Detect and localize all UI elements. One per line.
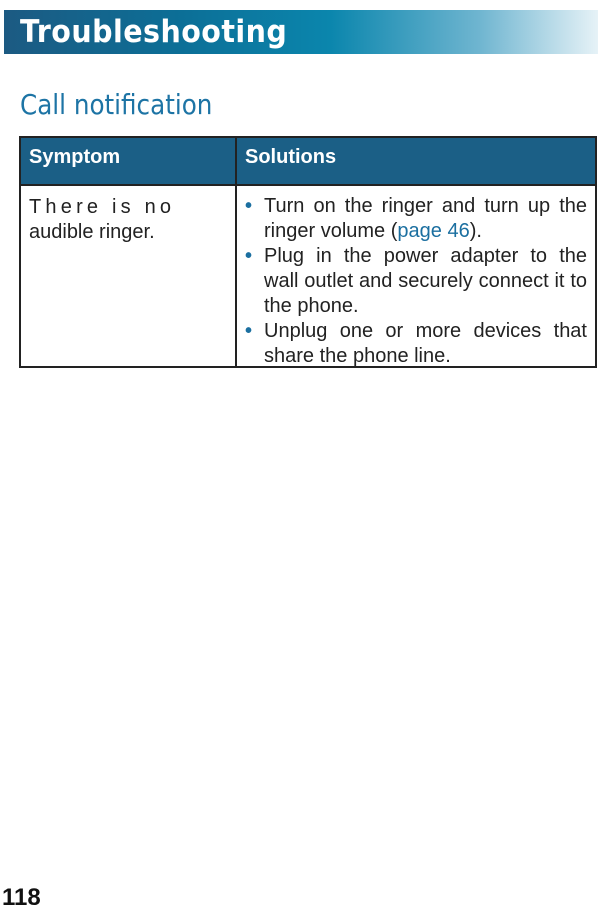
solution-text-part: Turn on the ringer and turn up the ringer volume (: [264, 195, 587, 242]
solution-item: [245, 244, 587, 319]
solution-item: [245, 194, 587, 244]
symptom-text-line1: There is no: [29, 196, 176, 218]
solutions-cell: [237, 186, 595, 366]
solution-text-part: ).: [469, 220, 482, 242]
troubleshooting-table: [19, 136, 597, 368]
solution-text: [264, 194, 587, 244]
column-header-solutions: Solutions: [245, 146, 337, 168]
page-title: Troubleshooting: [20, 14, 288, 50]
symptom-cell: [21, 186, 237, 366]
page-number: 118: [2, 884, 41, 911]
column-header-symptom: Symptom: [21, 138, 237, 184]
section-title: Call notification: [20, 88, 213, 121]
page-link[interactable]: page 46: [397, 220, 470, 242]
solution-text: Plug in the power adapter to the wall outlet and securely connect it to the phone.: [264, 245, 587, 317]
bullet-icon: •: [245, 245, 253, 267]
bullet-icon: •: [245, 320, 253, 342]
solution-text: Unplug one or more devices that share the phone line.: [264, 320, 587, 367]
symptom-text-line2: audible ringer.: [29, 221, 155, 243]
table-header-row: [21, 138, 595, 186]
bullet-icon: •: [245, 195, 253, 217]
table-row: [21, 186, 595, 366]
header-banner: [4, 10, 598, 54]
solution-item: [245, 319, 587, 369]
